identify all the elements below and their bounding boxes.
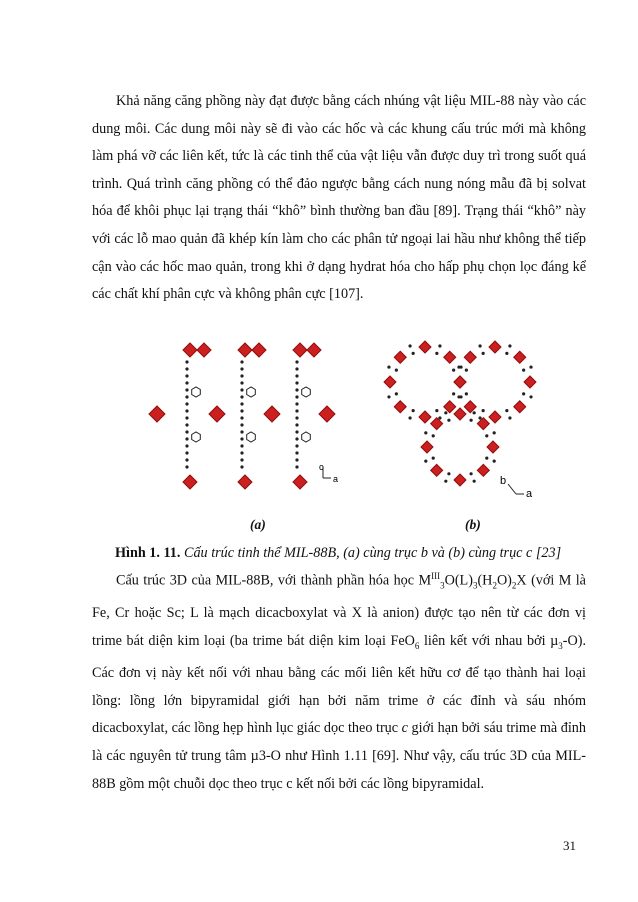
metal-octahedron	[431, 418, 443, 430]
axis-indicator-b	[500, 475, 533, 500]
linker-atom	[412, 352, 415, 355]
linker-atom	[185, 381, 188, 384]
linker-atom	[457, 395, 460, 398]
p2-text-4: O)	[496, 572, 512, 589]
linker-atom	[469, 472, 472, 475]
metal-octahedron	[183, 475, 197, 489]
metal-octahedron	[319, 406, 335, 422]
linker-atom	[508, 416, 511, 419]
linker-atom	[295, 381, 298, 384]
linker-atom	[447, 472, 450, 475]
linker-atom	[185, 458, 188, 461]
linker-atom	[240, 374, 243, 377]
linker-atom	[295, 444, 298, 447]
metal-octahedron	[209, 406, 225, 422]
linker-atom	[424, 431, 427, 434]
linker-atom	[240, 465, 243, 468]
p2-sub-4: 2	[511, 580, 517, 591]
linker-atom	[240, 458, 243, 461]
linker-atom	[295, 388, 298, 391]
metal-octahedron	[444, 351, 456, 363]
linker-atom	[452, 369, 455, 372]
linker-atom	[185, 416, 188, 419]
linker-atom	[478, 344, 481, 347]
linker-atom	[295, 451, 298, 454]
benzene-ring	[247, 432, 256, 442]
metal-octahedron	[149, 406, 165, 422]
benzene-ring	[302, 432, 311, 442]
linker-atom	[295, 423, 298, 426]
linker-atom	[240, 451, 243, 454]
linker-atom	[473, 480, 476, 483]
linker-atom	[295, 402, 298, 405]
metal-octahedron	[489, 341, 501, 353]
p2-text-6: liên kết với nhau bởi µ	[419, 632, 559, 649]
paragraph-1-text: Khả năng căng phồng này đạt được bằng cách nhúng vật liệu MIL-88 này vào các dung môi. Các dung môi này sẽ đi vào các hốc và các khung cấu trúc mới mà không làm phá vỡ các liên kết, tức là các tinh thể của vật liệu vẫn được duy trì trong suốt quá trình. Quá trình căng phồng có thể đảo ngược bằng cách nung nóng mẫu đã bị solvat hóa để khôi phục lại trạng thái “khô” bình thường ban đầu [89]. Trạng thái “khô” này với các lỗ mao quản đã khép kín làm cho các phân tử ngoại lai hầu như không thể tiếp cận vào các hốc mao quản, trong khi ở dạng hydrat hóa cho hấp phụ chọn lọc đáng kể các chất khí phân cực và không phân cực [107].	[92, 93, 586, 303]
linker-atom	[295, 437, 298, 440]
metal-octahedron	[252, 343, 266, 357]
linker-atom	[482, 352, 485, 355]
linker-atom	[457, 365, 460, 368]
p2-text-7: -O). Các đơn vị này kết nối với nhau bằng các mối liên kết hữu cơ để tạo thành hai loại lồng: lồng lớn bipyramidal giới hạn bởi năm trime ở các đỉnh và sáu nhóm dicacboxylat, các lồng hẹp hình lục giác dọc theo trục	[92, 632, 587, 737]
linker-atom	[522, 369, 525, 372]
p2-sup-iii: III	[431, 571, 441, 581]
linker-atom	[185, 451, 188, 454]
linker-atom	[185, 465, 188, 468]
metal-octahedron	[514, 351, 526, 363]
linker-atom	[529, 395, 532, 398]
linker-atom	[508, 344, 511, 347]
linker-atom	[240, 409, 243, 412]
linker-atom	[185, 430, 188, 433]
linker-atom	[465, 392, 468, 395]
linker-atom	[240, 381, 243, 384]
metal-octahedron	[477, 464, 489, 476]
linker-atom	[412, 409, 415, 412]
p2-sub-3: 2	[492, 580, 497, 591]
linker-atom	[493, 431, 496, 434]
metal-octahedron	[464, 351, 476, 363]
p2-text-2: O(L)	[444, 572, 473, 589]
metal-octahedron	[394, 351, 406, 363]
linker-atom	[452, 392, 455, 395]
metal-octahedron	[238, 475, 252, 489]
linker-atom	[529, 365, 532, 368]
metal-octahedron	[307, 343, 321, 357]
axis-b-b-label: b	[500, 475, 507, 487]
linker-atom	[522, 392, 525, 395]
linker-atom	[387, 365, 390, 368]
linker-atom	[295, 374, 298, 377]
linker-atom	[295, 416, 298, 419]
linker-atom	[295, 409, 298, 412]
linker-atom	[295, 458, 298, 461]
p2-italic-c: c	[401, 720, 408, 737]
metal-octahedron	[454, 474, 466, 486]
linker-atom	[240, 395, 243, 398]
linker-atom	[432, 456, 435, 459]
axis-a-a-label: a	[333, 474, 339, 484]
metal-octahedron	[444, 401, 456, 413]
linker-atom	[485, 456, 488, 459]
benzene-ring	[247, 387, 256, 397]
linker-atom	[240, 416, 243, 419]
linker-atom	[185, 444, 188, 447]
metal-octahedron	[454, 376, 466, 388]
linker-atom	[469, 419, 472, 422]
linker-atom	[395, 369, 398, 372]
linker-atom	[485, 434, 488, 437]
metal-octahedron	[524, 376, 536, 388]
p2-text-5: X (với M là Fe, Cr hoặc Sc; L là mạch dicacboxylat và X là anion) được tạo nên từ các đơn vị trime bát diện kim loại (ba trime bát diện kim loại FeO	[92, 572, 586, 649]
paragraph-structure	[92, 563, 586, 798]
linker-atom	[295, 360, 298, 363]
metal-octahedron	[477, 418, 489, 430]
structure-panel-a	[149, 343, 335, 489]
benzene-ring	[192, 432, 201, 442]
metal-octahedron	[431, 464, 443, 476]
linker-atom	[505, 352, 508, 355]
linker-atom	[408, 416, 411, 419]
linker-atom	[295, 465, 298, 468]
benzene-ring	[192, 387, 201, 397]
linker-atom	[185, 409, 188, 412]
linker-atom	[185, 423, 188, 426]
linker-atom	[240, 430, 243, 433]
metal-octahedron	[264, 406, 280, 422]
axis-indicator-a	[319, 462, 338, 484]
linker-atom	[295, 430, 298, 433]
linker-atom	[185, 395, 188, 398]
p2-text-1: Cấu trúc 3D của MIL-88B, với thành phần hóa học M	[116, 572, 432, 589]
linker-atom	[185, 437, 188, 440]
p2-sub-2: 3	[472, 580, 478, 591]
linker-atom	[465, 369, 468, 372]
linker-atom	[444, 411, 447, 414]
metal-octahedron	[419, 411, 431, 423]
linker-atom	[295, 367, 298, 370]
metal-octahedron	[293, 475, 307, 489]
p2-sub-5: 6	[414, 640, 420, 651]
benzene-ring	[302, 387, 311, 397]
linker-atom	[295, 395, 298, 398]
p2-sub-6: 3	[558, 640, 563, 651]
linker-atom	[493, 460, 496, 463]
linker-atom	[395, 392, 398, 395]
linker-atom	[444, 480, 447, 483]
linker-atom	[185, 360, 188, 363]
paragraph-swelling	[92, 88, 586, 309]
p2-sub-1: 3	[440, 580, 445, 591]
linker-atom	[424, 460, 427, 463]
panel-a-label: (a)	[250, 517, 266, 532]
caption-text: Cấu trúc tinh thể MIL-88B, (a) cùng trục b và (b) cùng trục c [23]	[184, 545, 562, 561]
axis-a-c-label: c	[319, 462, 324, 472]
linker-atom	[438, 344, 441, 347]
linker-atom	[435, 352, 438, 355]
metal-octahedron	[238, 343, 252, 357]
linker-atom	[185, 374, 188, 377]
linker-atom	[185, 367, 188, 370]
page-number: 31	[563, 838, 576, 853]
metal-octahedron	[197, 343, 211, 357]
p2-text-8: giới hạn bởi sáu trime mà đỉnh là các nguyên tử trung tâm µ3-O như Hình 1.11 [69]. Như vậy, cấu trúc 3D của MIL-88B gồm một chuỗi dọc theo trục c kết nối bởi các lồng bipyramidal.	[92, 720, 586, 792]
linker-atom	[408, 344, 411, 347]
metal-octahedron	[421, 441, 433, 453]
axis-b-a-label: a	[526, 488, 533, 500]
linker-atom	[185, 402, 188, 405]
metal-octahedron	[293, 343, 307, 357]
structure-panel-b	[384, 341, 536, 486]
metal-octahedron	[487, 441, 499, 453]
linker-atom	[473, 411, 476, 414]
linker-atom	[240, 444, 243, 447]
metal-octahedron	[394, 401, 406, 413]
metal-octahedron	[183, 343, 197, 357]
linker-atom	[505, 409, 508, 412]
linker-atom	[482, 409, 485, 412]
linker-atom	[240, 437, 243, 440]
metal-octahedron	[419, 341, 431, 353]
linker-atom	[432, 434, 435, 437]
linker-atom	[387, 395, 390, 398]
metal-octahedron	[489, 411, 501, 423]
panel-b-label: (b)	[465, 517, 481, 532]
linker-atom	[240, 367, 243, 370]
p2-text-3: (H	[477, 572, 493, 589]
linker-atom	[240, 423, 243, 426]
linker-atom	[435, 409, 438, 412]
crystal-structure-figure	[135, 332, 555, 502]
linker-atom	[240, 360, 243, 363]
linker-atom	[447, 419, 450, 422]
figure-caption	[115, 545, 595, 562]
linker-atom	[240, 388, 243, 391]
metal-octahedron	[384, 376, 396, 388]
linker-atom	[240, 402, 243, 405]
metal-octahedron	[514, 401, 526, 413]
caption-number: Hình 1. 11.	[115, 545, 181, 561]
metal-octahedron	[464, 401, 476, 413]
linker-atom	[185, 388, 188, 391]
metal-octahedron	[454, 408, 466, 420]
